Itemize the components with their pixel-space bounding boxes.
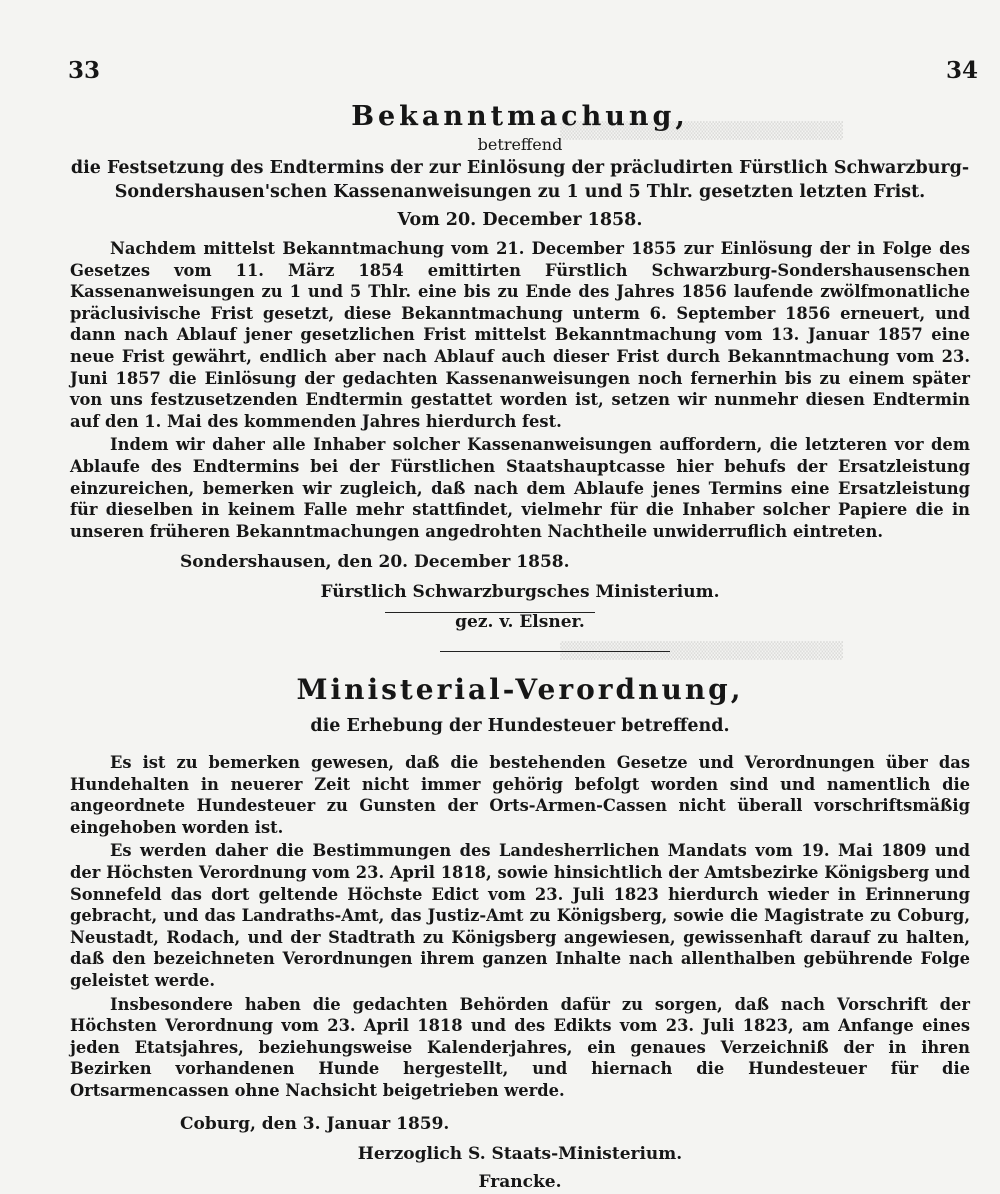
- section-announcement: [70, 100, 970, 634]
- ordinance-subtitle: die Erhebung der Hundesteuer betreffend.: [310, 716, 730, 736]
- announcement-paragraph: Indem wir daher alle Inhaber solcher Kassenanweisungen auffordern, die letzteren vor dem Ablaufe des Endtermins bei der Fürstlichen Staatshauptcasse hier behufs der Ersatzleistung einzureichen, bemerken wir zugleich, daß nach dem Ablaufe jenes Termins eine Ersatzleistung für dieselben in keinem Falle mehr stattfindet, vielmehr für die Inhaber solcher Papiere die in unseren früheren Bekanntmachungen angedrohten Nachtheile unwiderruflich eintreten.: [70, 435, 970, 541]
- announcement-title: Bekanntmachung,: [351, 101, 689, 132]
- bleed-through-texture: ▒▒▒▒▒▒▒▒▒▒▒▒▒▒▒▒▒▒▒▒▒▒▒: [560, 641, 844, 660]
- announcement-subtitle: betreffend: [477, 135, 563, 154]
- ordinance-title: Ministerial-Verordnung,: [296, 673, 744, 706]
- ordinance-paragraph: Insbesondere haben die gedachten Behörden dafür zu sorgen, daß nach Vorschrift der Höchsten Verordnung vom 23. April 1818 und des Edikts vom 23. Juli 1823, am Anfange eines jeden Etatsjahres, beziehungsweise Kalenderjahres, ein genaues Verzeichniß der in ihren Bezirken vorhandenen Hunde hergestellt, und hiernach die Hundesteuer für die Ortsarmencassen ohne Nachsicht beigetrieben werde.: [70, 994, 970, 1100]
- announcement-signature: gez. v. Elsner.: [455, 612, 585, 633]
- announcement-headline-line2: Sondershausen'schen Kassenanweisungen zu 1 und 5 Thlr. gesetzten letzten Frist.: [114, 182, 926, 202]
- ordinance-paragraph: Es werden daher die Bestimmungen des Landesherrlichen Mandats vom 19. Mai 1809 und der Höchsten Verordnung vom 23. April 1818, sowie hinsichtlich der Amtsbezirke Königsberg und Sonnefeld das dort geltende Höchste Edict vom 23. Juli 1823 hierdurch wieder in Erinnerung gebracht, und das Landraths-Amt, das Justiz-Amt zu Königsberg, sowie die Magistrate zu Coburg, Neustadt, Rodach, und der Stadtrath zu Königsberg angewiesen, gewissenhaft darauf zu halten, daß den bezeichneten Verordnungen ihrem ganzen Inhalte nach allenthalben gebührende Folge geleistet werde.: [70, 841, 970, 990]
- announcement-headline-line1: die Festsetzung des Endtermins der zur Einlösung der präcludirten Fürstlich Schwarzburg-: [70, 158, 970, 178]
- signature-underline: [385, 612, 595, 613]
- section-ordinance: [70, 672, 970, 1194]
- ordinance-signature: Francke.: [478, 1171, 562, 1192]
- page-number-left: 33: [68, 57, 101, 84]
- ordinance-place-date: Coburg, den 3. Januar 1859.: [180, 1113, 450, 1134]
- announcement-authority: Fürstlich Schwarzburgsches Ministerium.: [320, 582, 720, 603]
- announcement-body: [70, 238, 970, 542]
- bleed-through-texture: ▒▒▒▒▒▒▒▒▒▒▒▒▒▒▒▒▒▒▒▒▒▒▒: [560, 121, 844, 140]
- announcement-place-date: Sondershausen, den 20. December 1858.: [180, 552, 570, 573]
- ordinance-paragraph: Es ist zu bemerken gewesen, daß die bestehenden Gesetze und Verordnungen über das Hundehalten in neuerer Zeit nicht immer gehörig befolgt worden sind und namentlich die angeordnete Hundesteuer zu Gunsten der Orts-Armen-Cassen nicht überall vorschriftsmäßig eingehoben worden ist.: [70, 753, 970, 837]
- announcement-date: Vom 20. December 1858.: [397, 210, 643, 230]
- page-number-right: 34: [945, 57, 978, 84]
- ordinance-body: [70, 752, 970, 1102]
- ordinance-authority: Herzoglich S. Staats-Ministerium.: [357, 1143, 683, 1164]
- section-divider: [440, 651, 670, 652]
- announcement-paragraph: Nachdem mittelst Bekanntmachung vom 21. December 1855 zur Einlösung der in Folge des Gesetzes vom 11. März 1854 emittirten Fürstlich Schwarzburg-Sondershausenschen Kassenanweisungen zu 1 und 5 Thlr. eine bis zu Ende des Jahres 1856 laufende zwölfmonatliche präclusivische Frist gesetzt, diese Bekanntmachung unterm 6. September 1856 erneuert, und dann nach Ablauf jener gesetzlichen Frist mittelst Bekanntmachung vom 13. Januar 1857 eine neue Frist gewährt, endlich aber nach Ablauf auch dieser Frist durch Bekanntmachung vom 23. Juni 1857 die Einlösung der gedachten Kassenanweisungen noch fernerhin bis zu einem später von uns festzusetzenden Endtermin gestattet worden ist, setzen wir nunmehr diesen Endtermin auf den 1. Mai des kommenden Jahres hierdurch fest.: [70, 239, 970, 431]
